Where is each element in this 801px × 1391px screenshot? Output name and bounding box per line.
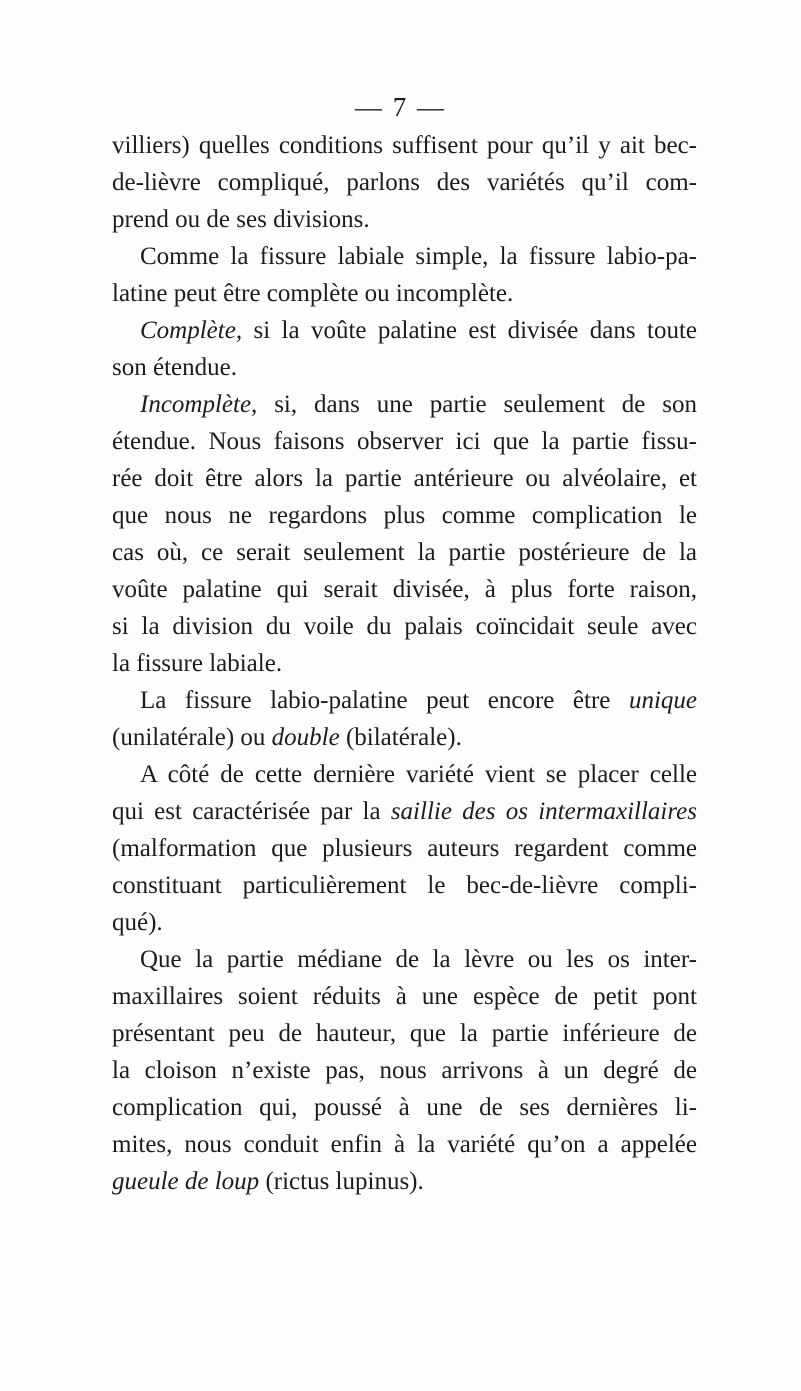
paragraph bbox=[112, 312, 697, 386]
paragraph bbox=[112, 238, 697, 312]
text-line bbox=[112, 1163, 697, 1200]
text-segment: (malformation que plusieurs auteurs regardent comme bbox=[112, 835, 697, 862]
text-segment: mites, nous conduit enfin à la variété qu’on a appelée bbox=[112, 1131, 697, 1158]
text-line bbox=[112, 867, 697, 904]
paragraph bbox=[112, 756, 697, 941]
text-segment: villiers) quelles conditions suffisent pour qu’il y ait bec- bbox=[112, 132, 697, 159]
text-line bbox=[112, 756, 697, 793]
text-line bbox=[112, 608, 697, 645]
text-line bbox=[112, 682, 697, 719]
text-line bbox=[112, 978, 697, 1015]
text-line bbox=[112, 1089, 697, 1126]
text-line bbox=[112, 349, 697, 386]
text-segment: voûte palatine qui serait divisée, à plus forte raison, bbox=[112, 576, 697, 603]
text-line bbox=[112, 127, 697, 164]
text-segment: que nous ne regardons plus comme complication le bbox=[112, 502, 697, 529]
text-segment: qué). bbox=[112, 909, 163, 936]
text-line bbox=[112, 275, 697, 312]
paragraph bbox=[112, 682, 697, 756]
text-line bbox=[112, 571, 697, 608]
text-segment: si la division du voile du palais coïncidait seule avec bbox=[112, 613, 697, 640]
text-line bbox=[112, 1052, 697, 1089]
text-segment: latine peut être complète ou incomplète. bbox=[112, 280, 514, 307]
italic-term: double bbox=[271, 724, 340, 751]
text-segment: (rictus lupinus). bbox=[259, 1168, 424, 1195]
text-segment: constituant particulièrement le bec-de-lièvre compli- bbox=[112, 872, 697, 899]
text-segment: La fissure labio-palatine peut encore être bbox=[140, 687, 629, 714]
text-line bbox=[112, 423, 697, 460]
text-line bbox=[112, 1126, 697, 1163]
paragraph bbox=[112, 941, 697, 1200]
italic-term: Incomplète, bbox=[140, 391, 258, 418]
text-line bbox=[112, 460, 697, 497]
text-line bbox=[112, 201, 697, 238]
text-line bbox=[112, 830, 697, 867]
text-line bbox=[112, 497, 697, 534]
text-segment: qui est caractérisée par la bbox=[112, 798, 391, 825]
page-number: — 7 — bbox=[355, 92, 446, 122]
paragraph bbox=[112, 386, 697, 682]
text-segment: (bilatérale). bbox=[339, 724, 462, 751]
italic-term: unique bbox=[628, 687, 697, 714]
text-segment: maxillaires soient réduits à une espèce de petit pont bbox=[112, 983, 697, 1010]
text-line bbox=[112, 238, 697, 275]
text-segment: de-lièvre compliqué, parlons des variétés qu’il com- bbox=[112, 169, 697, 196]
text-line bbox=[112, 719, 697, 756]
paragraph bbox=[112, 127, 697, 238]
text-segment: son étendue. bbox=[112, 354, 237, 381]
text-segment: présentant peu de hauteur, que la partie inférieure de bbox=[112, 1020, 697, 1047]
text-segment: complication qui, poussé à une de ses dernières li- bbox=[112, 1094, 697, 1121]
text-segment: A côté de cette dernière variété vient se placer celle bbox=[140, 761, 697, 788]
text-line bbox=[112, 645, 697, 682]
text-line bbox=[112, 941, 697, 978]
text-segment: rée doit être alors la partie antérieure ou alvéolaire, et bbox=[112, 465, 697, 492]
text-segment: (unilatérale) ou bbox=[112, 724, 272, 751]
text-segment: cas où, ce serait seulement la partie postérieure de la bbox=[112, 539, 697, 566]
text-segment: si la voûte palatine est divisée dans toute bbox=[242, 317, 697, 344]
text-segment: prend ou de ses divisions. bbox=[112, 206, 370, 233]
text-segment: si, dans une partie seulement de son bbox=[257, 391, 697, 418]
text-segment: Que la partie médiane de la lèvre ou les os inter- bbox=[140, 946, 697, 973]
body-text bbox=[112, 127, 697, 1200]
text-line bbox=[112, 793, 697, 830]
text-line bbox=[112, 534, 697, 571]
text-segment: étendue. Nous faisons observer ici que la partie fissu- bbox=[112, 428, 697, 455]
text-line bbox=[112, 312, 697, 349]
text-line bbox=[112, 1015, 697, 1052]
italic-term: Complète, bbox=[140, 317, 243, 344]
text-segment: la fissure labiale. bbox=[112, 650, 283, 677]
italic-term: saillie des os intermaxillaires bbox=[390, 798, 697, 825]
italic-term: gueule de loup bbox=[112, 1168, 260, 1195]
text-segment: Comme la fissure labiale simple, la fissure labio-pa- bbox=[140, 243, 697, 270]
text-line bbox=[112, 386, 697, 423]
text-segment: la cloison n’existe pas, nous arrivons à un degré de bbox=[112, 1057, 697, 1084]
text-line bbox=[112, 904, 697, 941]
text-line bbox=[112, 164, 697, 201]
